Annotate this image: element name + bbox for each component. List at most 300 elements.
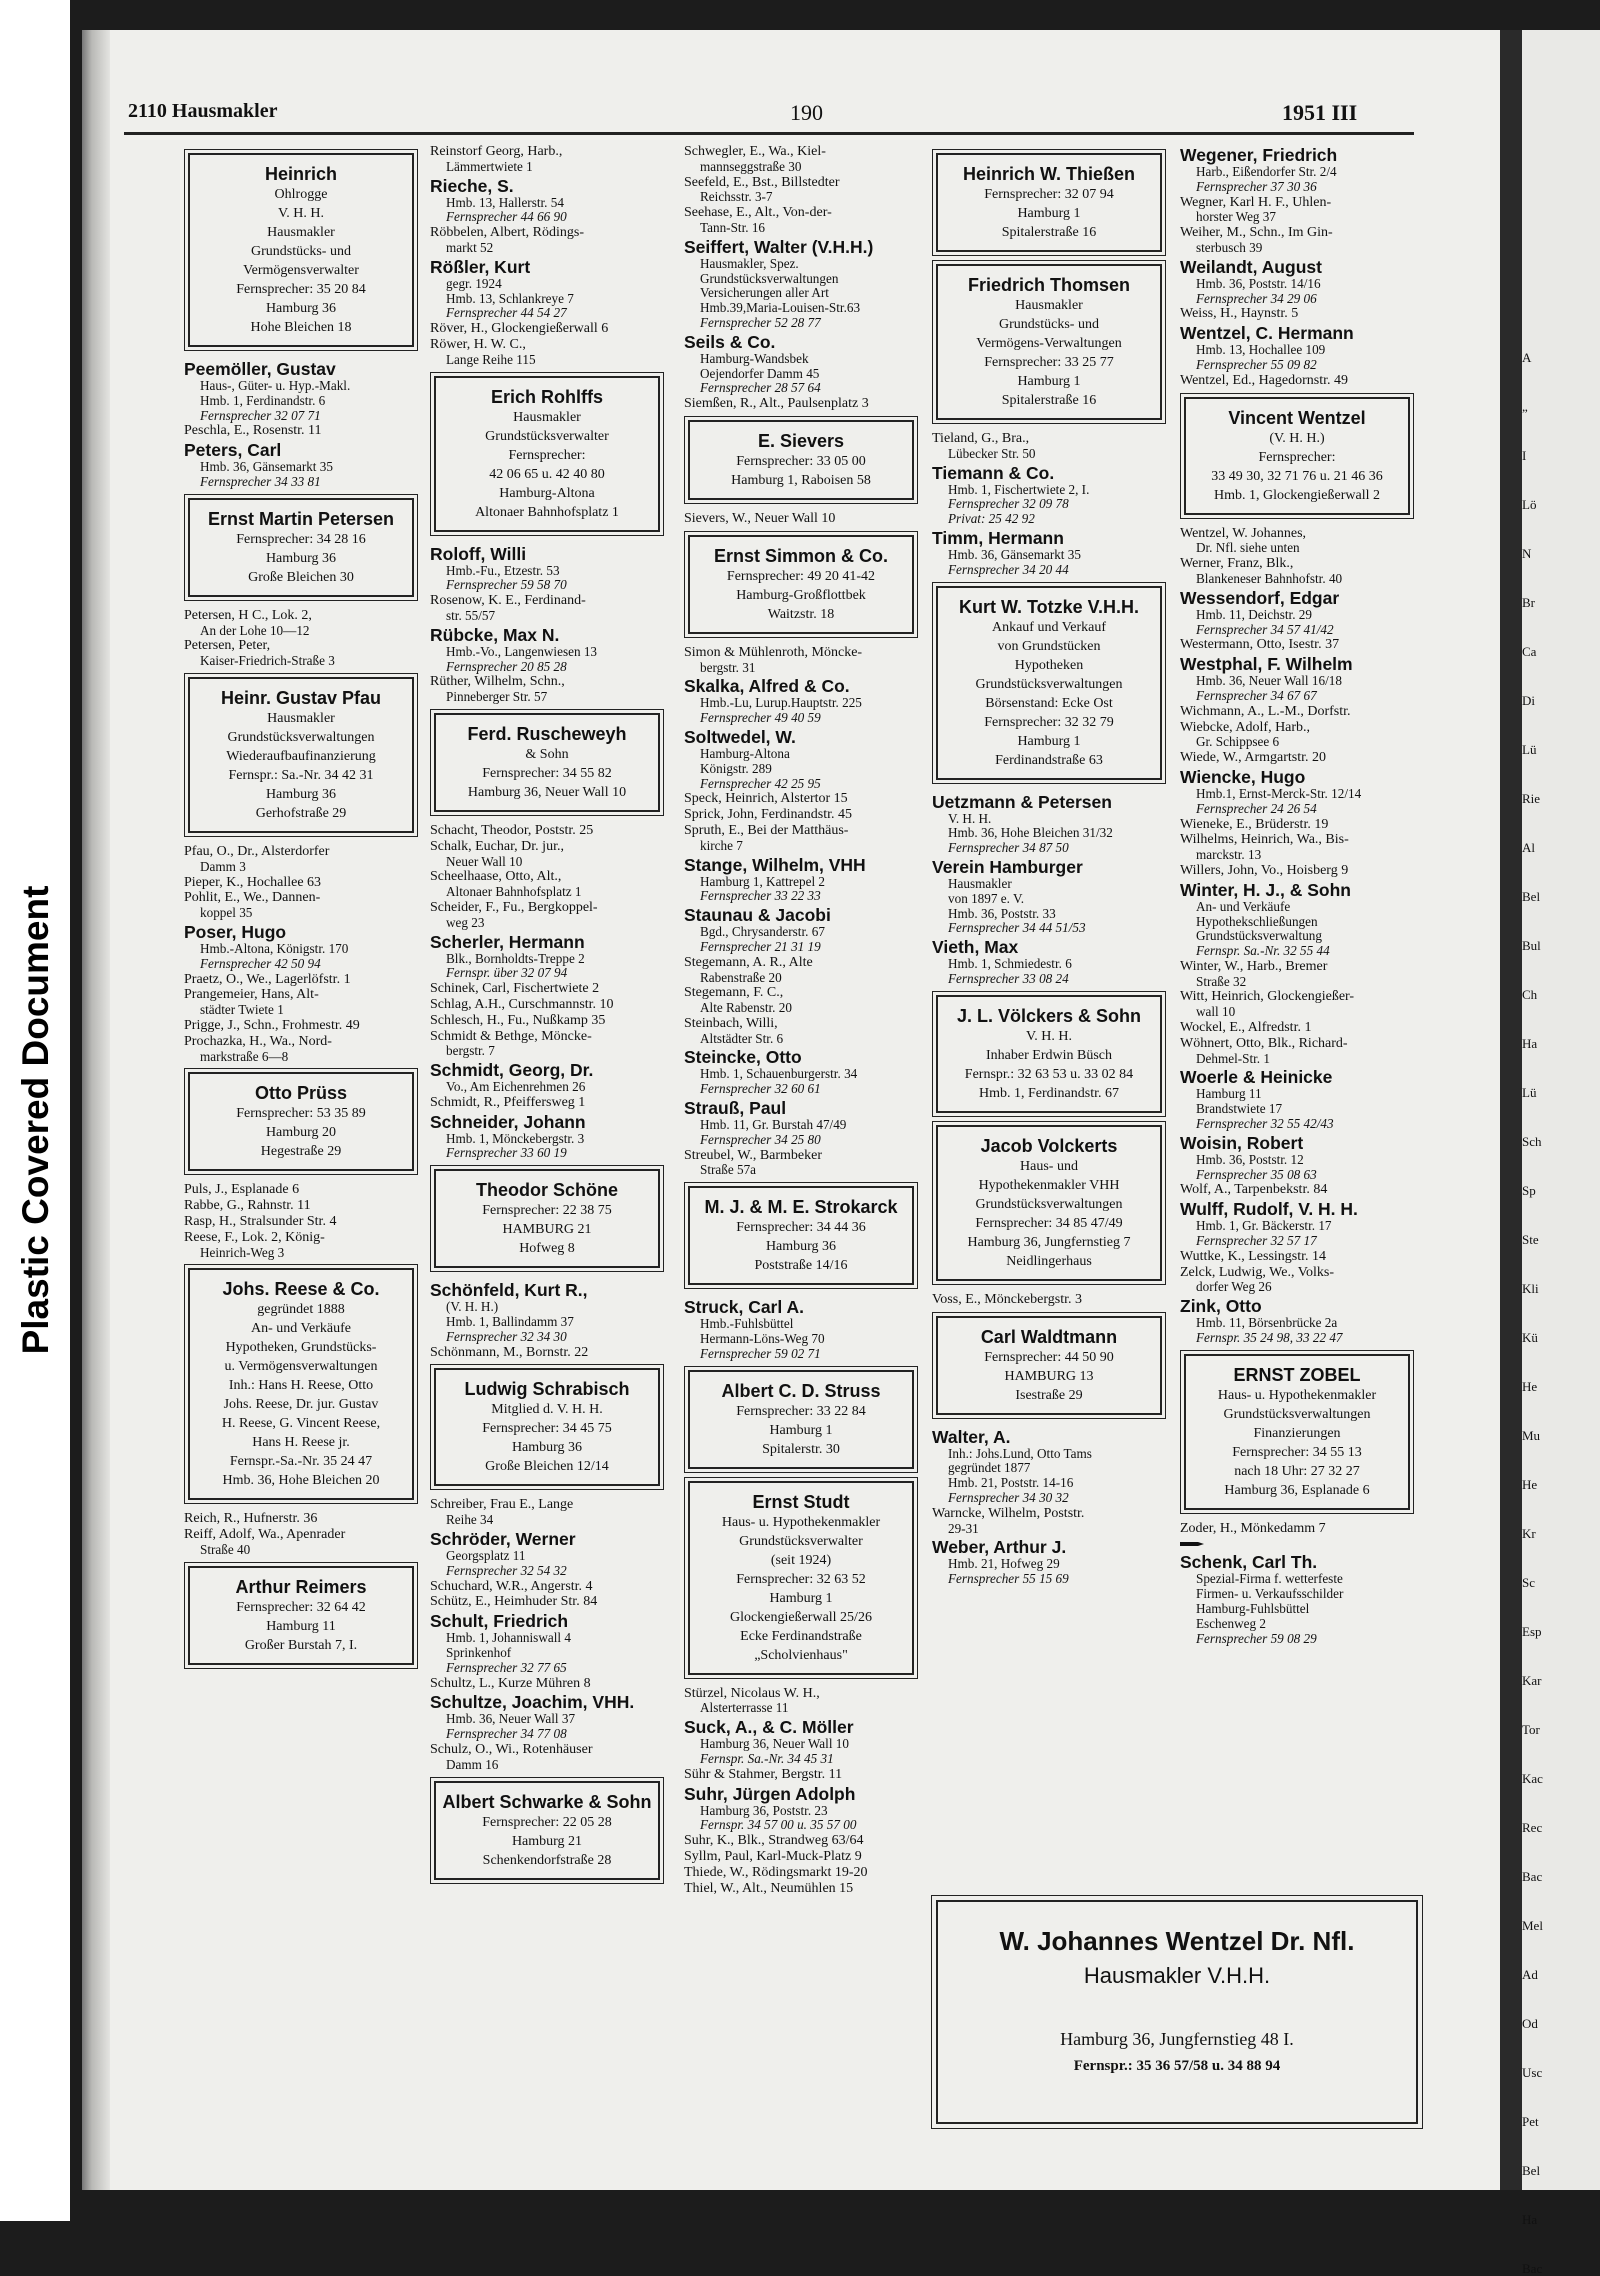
next-page-fragment: Pet (1522, 2114, 1539, 2129)
listing-name: Schacht, Theodor, Poststr. 25 (430, 822, 594, 838)
next-page-fragment: Sc (1522, 1575, 1535, 1590)
listing-box-line: Wiederaufbaufinanzierung (226, 748, 376, 764)
listing-name: Rosenow, K. E., Ferdinand- (430, 593, 586, 609)
listing-box-line: V. H. H. (277, 206, 325, 221)
listing-name: Steincke, Otto (684, 1047, 802, 1068)
listing-detail: Hmb. 11, Börsenbrücke 2a (1196, 1315, 1338, 1331)
listing-entry (430, 1112, 664, 1162)
listing-name: Wegener, Friedrich (1180, 145, 1338, 165)
listing-detail: wall 10 (1196, 1004, 1236, 1020)
listing-box-line: Isestraße 29 (1015, 1387, 1083, 1403)
listing-entry (932, 937, 1166, 987)
listing-entry (684, 1047, 918, 1097)
column-3 (684, 145, 918, 1897)
listing-box-line: Grundstücks- und (999, 317, 1099, 332)
listing-box-title: Ernst Studt (752, 1491, 850, 1512)
listing-detail: Straße 57a (700, 1162, 757, 1178)
listing-detail: Blk., Bornholdts-Treppe 2 (446, 950, 585, 966)
wentzel-advertisement (936, 1900, 1418, 2124)
listing-detail: Fernsprecher 34 33 81 (200, 473, 321, 489)
listing-name: Pieper, K., Hochallee 63 (184, 874, 322, 890)
listing-box-title: Erich Rohlffs (490, 386, 603, 407)
listing-detail: Hmb. 1, Mönckebergstr. 3 (446, 1130, 585, 1146)
listing-detail: Vo., Am Eichenrehmen 26 (446, 1079, 586, 1095)
listing-entry (1180, 960, 1414, 990)
listing-name: Prigge, J., Schn., Frohmestr. 49 (184, 1017, 360, 1033)
listing-box-line: Hamburg 36 (265, 786, 337, 802)
listing-detail: str. 55/57 (446, 607, 496, 623)
listing-box-line: Fernsprecher: 34 55 13 (1232, 1444, 1362, 1460)
listing-box-title: J. L. Völckers & Sohn (956, 1005, 1142, 1026)
listing-detail: Hmb. 13, Hochallee 109 (1196, 342, 1326, 358)
listing-box-line: Hamburg 20 (265, 1125, 337, 1141)
listing-detail: Fernsprecher 37 30 36 (1196, 178, 1317, 194)
listing-box (434, 713, 660, 812)
next-page-fragment: Bac (1522, 2261, 1543, 2276)
listing-name: Scheider, F., Fu., Bergkoppel- (430, 899, 598, 915)
listing-entry (430, 226, 664, 256)
listing-detail: Straße 40 (200, 1541, 251, 1557)
listing-box-line: Fernsprecher: 32 63 52 (736, 1571, 866, 1587)
column-4 (932, 145, 1166, 1588)
listing-box-line: Hamburg 1 (769, 1590, 833, 1606)
listing-box (936, 1125, 1162, 1281)
listing-entry (184, 845, 418, 875)
listing-box-line: Hamburg 11 (266, 1618, 336, 1634)
listing-box-line: Große Bleichen 30 (248, 569, 354, 585)
listing-box-line: von Grundstücken (997, 638, 1101, 654)
listing-detail: Firmen- u. Verkaufsschilder (1196, 1586, 1344, 1602)
listing-detail: Sprinkenhof (446, 1645, 512, 1661)
listing-entry (430, 1743, 664, 1773)
listing-entry (184, 359, 418, 423)
listing-entry (684, 1768, 918, 1783)
listing-box-line: Hypothekenmakler VHH (978, 1177, 1120, 1193)
listing-name: Willers, John, Vo., Hoisberg 9 (1180, 862, 1349, 878)
listing-name: Struck, Carl A. (684, 1297, 804, 1318)
listing-detail: Hmb. 1, Gr. Bäckerstr. 17 (1196, 1218, 1332, 1234)
listing-name: Stange, Wilhelm, VHH (684, 854, 866, 875)
listing-entry (684, 676, 918, 726)
listing-entry (184, 988, 418, 1018)
listing-detail: Heinrich-Weg 3 (200, 1244, 285, 1260)
listing-name: Roloff, Willi (430, 543, 527, 564)
listing-box (936, 1316, 1162, 1415)
column-1 (184, 145, 418, 1677)
listing-entry (184, 1199, 418, 1214)
next-page-fragment: Kü (1522, 1330, 1538, 1345)
listing-box-line: HAMBURG 13 (1004, 1368, 1094, 1384)
listing-box-line: Ferdinandstraße 63 (995, 752, 1103, 768)
listing-name: Petersen, Peter, (184, 638, 271, 654)
listing-name: Voss, E., Mönckebergstr. 3 (932, 1291, 1082, 1307)
listing-entry (684, 824, 918, 854)
next-page-fragment: Tor (1522, 1722, 1540, 1737)
listing-name: Walter, A. (932, 1426, 1011, 1447)
listing-name: Wockel, E., Alfredstr. 1 (1180, 1020, 1312, 1036)
listing-detail: Fernsprecher 32 77 65 (446, 1659, 567, 1675)
listing-box-line: Schenkendorfstraße 28 (482, 1852, 612, 1868)
listing-name: Seiffert, Walter (V.H.H.) (684, 236, 874, 257)
next-page-fragment: Bul (1522, 938, 1541, 953)
listing-name: Röwer, H. W. C., (430, 336, 526, 352)
listing-box-line: Hamburg 21 (511, 1833, 583, 1849)
listing-entry (430, 257, 664, 321)
listing-detail: weg 23 (446, 914, 485, 930)
listing-detail: Hmb. 36, Gänsemarkt 35 (200, 459, 333, 475)
listing-detail: Grundstücksverwaltungen (700, 270, 839, 286)
listing-name: Syllm, Paul, Karl-Muck-Platz 9 (684, 1849, 862, 1865)
listing-detail: Fernsprecher 20 85 28 (446, 658, 567, 674)
listing-entry (430, 1611, 664, 1675)
listing-box (188, 1268, 414, 1500)
listing-box-line: Hypotheken, Grundstücks- (225, 1340, 377, 1356)
listing-name: Rößler, Kurt (430, 256, 531, 277)
listing-box (188, 498, 414, 597)
listing-detail: Privat: 25 42 92 (948, 511, 1035, 527)
listing-box-line: Fernsprecher: 33 25 77 (984, 355, 1114, 370)
listing-entry (1180, 1538, 1414, 1647)
next-page-fragment: Ste (1522, 1232, 1539, 1247)
listing-detail: Eschenweg 2 (1196, 1615, 1266, 1631)
listing-box-line: Spitalerstraße 16 (1001, 225, 1097, 240)
listing-box-line: Großer Burstah 7, I. (244, 1637, 358, 1653)
listing-detail: Hmb. 1, Schauenburgerstr. 34 (700, 1066, 858, 1082)
listing-box-line: Hamburg 36, Esplanade 6 (1224, 1482, 1370, 1498)
listing-name: Simon & Mühlenroth, Möncke- (684, 644, 863, 660)
listing-entry (1180, 1021, 1414, 1036)
listing-entry (684, 176, 918, 206)
listing-entry (684, 646, 918, 676)
listing-entry (430, 1498, 664, 1528)
next-page-fragment: Sp (1522, 1183, 1536, 1198)
listing-name: Zelck, Ludwig, We., Volks- (1180, 1264, 1335, 1280)
listing-box-line: Fernsprecher: 32 32 79 (984, 714, 1114, 730)
listing-name: Wegner, Karl H. F., Uhlen- (1180, 194, 1332, 210)
listing-name: Peemöller, Gustav (184, 359, 336, 379)
next-page-fragment: He (1522, 1477, 1538, 1492)
listing-entry (184, 609, 418, 639)
listing-entry (1180, 1037, 1414, 1067)
listing-entry (932, 1537, 1166, 1587)
listing-detail: Bgd., Chrysanderstr. 67 (700, 924, 825, 940)
listing-entry (184, 424, 418, 439)
listing-box-line: Haus- u. Hypothekenmakler (1217, 1387, 1377, 1403)
listing-name: Verein Hamburger (932, 856, 1083, 877)
listing-name: Peters, Carl (184, 440, 282, 461)
listing-box-line: Ecke Ferdinandstraße (740, 1628, 862, 1644)
listing-box-line: Hamburg 36 (765, 1239, 837, 1255)
listing-name: Praetz, O., We., Lagerlöfstr. 1 (184, 971, 351, 987)
listing-box-title: Friedrich Thomsen (967, 275, 1131, 295)
listing-entry (430, 1595, 664, 1610)
listing-detail: Hmb.-Altona, Königstr. 170 (200, 940, 349, 956)
listing-box-line: Hofweg 8 (519, 1241, 575, 1257)
listing-entry (684, 1784, 918, 1834)
listing-detail: bergstr. 7 (446, 1043, 495, 1059)
listing-entry (430, 901, 664, 931)
listing-detail: Fernsprecher 32 07 71 (200, 407, 321, 423)
listing-box-title: Ferd. Ruscheweyh (467, 723, 627, 744)
listing-entry (1180, 588, 1414, 638)
listing-entry (684, 1017, 918, 1047)
listing-detail: städter Twiete 1 (200, 1002, 284, 1018)
listing-name: Schlesch, H., Fu., Nußkamp 35 (430, 1012, 606, 1028)
listing-name: Timm, Hermann (932, 527, 1064, 548)
listing-detail: Straße 32 (1196, 973, 1247, 989)
listing-box-line: Hamburg-Großflottbek (736, 587, 866, 603)
listing-entry (932, 463, 1166, 527)
listing-detail: Hmb. 1, Schmiedestr. 6 (948, 956, 1072, 972)
next-page-fragment: A (1522, 350, 1532, 365)
listing-detail: Hermann-Löns-Weg 70 (700, 1331, 825, 1347)
listing-detail: Dr. Nfl. siehe unten (1196, 540, 1300, 556)
listing-name: Tieland, G., Bra., (932, 431, 1030, 446)
listing-box-line: Fernsprecher: 32 07 94 (984, 187, 1114, 202)
listing-box-line: u. Vermögensverwaltungen (224, 1359, 378, 1375)
listing-box (688, 420, 914, 500)
listing-box (434, 1169, 660, 1268)
listing-detail: Hmb. 36, Poststr. 12 (1196, 1151, 1304, 1167)
listing-entry (1180, 1133, 1414, 1183)
listing-box-line: Fernsprecher: 53 35 89 (236, 1106, 366, 1122)
listing-box-line: „Scholvienhaus" (754, 1647, 848, 1663)
listing-name: Steinbach, Willi, (684, 1015, 778, 1031)
listing-box-title: Albert C. D. Struss (721, 1380, 881, 1401)
listing-name: Poser, Hugo (184, 921, 287, 942)
listing-box-line: Gerhofstraße 29 (255, 805, 347, 821)
listing-box (1184, 397, 1410, 515)
next-page-fragment: He (1522, 1379, 1538, 1394)
listing-entry (684, 1866, 918, 1881)
listing-box-line: Hausmakler (267, 225, 335, 240)
listing-box (688, 1186, 914, 1285)
listing-detail: Königstr. 289 (700, 760, 772, 776)
listing-detail: Grundstücksverwaltung (1196, 928, 1322, 944)
next-page-fragment: Usc (1522, 2065, 1543, 2080)
next-page-fragment: Ad (1522, 1967, 1538, 1982)
listing-name: Schmidt, Georg, Dr. (430, 1060, 594, 1081)
next-page-fragment: „ (1522, 399, 1528, 414)
listing-detail: Fernsprecher 21 31 19 (700, 938, 821, 954)
listing-box-line: Johs. Reese, Dr. jur. Gustav (223, 1397, 379, 1413)
listing-box-line: Hamburg 1 (769, 1422, 833, 1438)
next-page-fragment: Kr (1522, 1526, 1536, 1541)
listing-detail: (V. H. H.) (446, 1299, 499, 1315)
listing-box (434, 1781, 660, 1880)
listing-detail: horster Weg 37 (1196, 209, 1276, 225)
listing-entry (1180, 145, 1414, 195)
listing-box-line: Fernsprecher: 34 85 47/49 (975, 1215, 1123, 1231)
listing-entry (932, 792, 1166, 856)
listing-detail: Fernsprecher 34 29 06 (1196, 290, 1317, 306)
listing-entry (1180, 1199, 1414, 1249)
listing-detail: gegründet 1877 (948, 1460, 1031, 1476)
listing-entry (184, 876, 418, 891)
listing-detail: Reichsstr. 3-7 (700, 189, 773, 205)
listing-box-line: Grundstücksverwaltungen (1223, 1406, 1371, 1422)
listing-detail: An der Lohe 10—12 (200, 622, 310, 638)
listing-box-title: Heinrich W. Thießen (962, 164, 1136, 184)
listing-name: Witt, Heinrich, Glockengießer- (1180, 989, 1355, 1005)
listing-entry (430, 1280, 664, 1344)
next-page-fragment: Lü (1522, 742, 1537, 757)
listing-entry (430, 1060, 664, 1095)
listing-entry (430, 1030, 664, 1060)
listing-entry (430, 145, 664, 175)
listing-box-line: Fernsprecher: 33 05 00 (736, 453, 866, 469)
listing-name: Woisin, Robert (1180, 1132, 1304, 1153)
listing-detail: Fernsprecher 34 30 32 (948, 1489, 1069, 1505)
listing-name: Stegemann, F. C., (684, 985, 784, 1001)
listing-entry (684, 1834, 918, 1849)
listing-name: Schönfeld, Kurt R., (430, 1280, 588, 1301)
listing-name: Schwegler, E., Wa., Kiel- (684, 144, 826, 159)
listing-box-line: V. H. H. (1025, 1028, 1073, 1044)
listing-name: Skalka, Alfred & Co. (684, 676, 850, 697)
listing-name: Warncke, Wilhelm, Poststr. (932, 1505, 1085, 1521)
book-spine (82, 30, 110, 2190)
listing-detail: von 1897 e. V. (948, 890, 1025, 906)
listing-box-line: Waitzstr. 18 (767, 606, 835, 622)
listing-box-line: Vermögens-Verwaltungen (976, 336, 1122, 351)
listing-detail: Alte Rabenstr. 20 (700, 1000, 792, 1016)
listing-detail: Hmb. 36, Gänsemarkt 35 (948, 546, 1081, 562)
listing-box-line: nach 18 Uhr: 27 32 27 (1234, 1463, 1360, 1479)
listing-detail: Fernspr. 35 24 98, 33 22 47 (1196, 1330, 1343, 1346)
listing-detail: Gr. Schippsee 6 (1196, 734, 1280, 750)
listing-box-line: Fernsprecher: 22 05 28 (482, 1814, 612, 1830)
listing-entry (1180, 226, 1414, 256)
listing-box-line: Hmb. 1, Ferdinandstr. 67 (979, 1085, 1119, 1101)
listing-box-line: Spitalerstraße 16 (1001, 393, 1097, 408)
listing-box-line: Fernsprecher: (1258, 449, 1336, 465)
listing-detail: Fernsprecher 34 25 80 (700, 1131, 821, 1147)
listing-entry (1180, 323, 1414, 373)
listing-entry (1180, 638, 1414, 653)
listing-box-line: Fernsprecher: 34 44 36 (736, 1220, 866, 1236)
listing-detail: Hamburg-Fuhlsbüttel (1196, 1601, 1310, 1617)
column-5 (1180, 145, 1414, 1647)
plastic-cover-label-text: Plastic Covered Document (15, 885, 56, 1355)
next-page-fragment: Kac (1522, 1771, 1543, 1786)
listing-name: Werner, Franz, Blk., (1180, 556, 1294, 572)
plastic-cover-label (0, 0, 70, 2221)
column-2 (430, 145, 664, 1892)
listing-detail: Fernsprecher 44 54 27 (446, 305, 567, 321)
listing-name: Staunau & Jacobi (684, 905, 831, 926)
listing-detail: kirche 7 (700, 837, 743, 853)
listing-detail: Hausmakler (948, 875, 1012, 891)
next-page-edge (1522, 30, 1600, 2276)
listing-box (188, 1566, 414, 1665)
header-left: 2110 Hausmakler (128, 100, 278, 122)
listing-box-title: Heinr. Gustav Pfau (220, 687, 382, 708)
listing-detail: Alsterterrasse 11 (700, 1700, 789, 1716)
listing-entry (430, 1346, 664, 1361)
listing-entry (430, 840, 664, 870)
listing-entry (1180, 751, 1414, 766)
listing-name: Wentzel, W. Johannes, (1180, 525, 1307, 541)
listing-entry (430, 824, 664, 839)
listing-detail: Fernsprecher 55 09 82 (1196, 356, 1317, 372)
listing-box-line: Grundstücksverwalter (485, 428, 609, 444)
listing-entry (430, 1096, 664, 1111)
ad-phone: Fernspr.: 35 36 57/58 u. 34 88 94 (1073, 2058, 1281, 2074)
listing-box-line: Glockengießerwall 25/26 (730, 1609, 872, 1625)
listing-name: Schultz, L., Kurze Mühren 8 (430, 1675, 591, 1691)
listing-box-line: Mitglied d. V. H. H. (491, 1402, 603, 1418)
listing-box-line: Grundstücksverwaltungen (227, 729, 375, 745)
listing-name: Röbbelen, Albert, Rödings- (430, 225, 584, 241)
listing-name: Thiede, W., Rödingsmarkt 19-20 (684, 1864, 868, 1880)
listing-box-line: Hausmakler (513, 409, 581, 425)
listing-entry (1180, 833, 1414, 863)
listing-entry (430, 675, 664, 705)
listing-box (188, 677, 414, 833)
listing-entry (430, 998, 664, 1013)
listing-name: Wessendorf, Edgar (1180, 587, 1340, 608)
listing-name: Schreiber, Frau E., Lange (430, 1497, 574, 1513)
listing-detail: Fernsprecher 24 26 54 (1196, 800, 1317, 816)
listing-name: Wiebcke, Adolf, Harb., (1180, 719, 1311, 735)
listing-detail: An- und Verkäufe (1196, 898, 1291, 914)
listing-box (688, 1370, 914, 1469)
listing-box-line: Fernsprecher: 35 20 84 (236, 282, 366, 297)
listing-box-title: Vincent Wentzel (1228, 407, 1366, 428)
listing-box (936, 586, 1162, 780)
listing-detail: Lämmertwiete 1 (446, 158, 533, 174)
listing-box-line: Ankauf und Verkauf (991, 619, 1107, 635)
listing-box-line: An- und Verkäufe (250, 1321, 352, 1337)
listing-detail: Fernsprecher 49 40 59 (700, 710, 821, 726)
listing-box-line: Fernspr.: 32 63 53 u. 33 02 84 (964, 1066, 1134, 1082)
listing-box-line: Grundstücksverwalter (739, 1533, 863, 1549)
listing-name: Westermann, Otto, Isestr. 37 (1180, 637, 1340, 653)
listing-detail: sterbusch 39 (1196, 239, 1263, 255)
listing-name: Schenk, Carl Th. (1180, 1552, 1318, 1573)
listing-detail: Fernsprecher 35 08 63 (1196, 1166, 1317, 1182)
listing-detail: Fernsprecher 59 58 70 (446, 577, 567, 593)
listing-box-line: Hans H. Reese jr. (252, 1435, 350, 1451)
listing-detail: Fernsprecher 59 08 29 (1196, 1630, 1317, 1646)
listing-box-title: E. Sievers (757, 430, 845, 451)
listing-box-line: Fernsprecher: 44 50 90 (984, 1349, 1114, 1365)
listing-entry (430, 932, 664, 982)
listing-detail: Versicherungen aller Art (700, 285, 829, 301)
listing-entry (1180, 374, 1414, 389)
listing-detail: Rabenstraße 20 (700, 969, 782, 985)
listing-detail: Hmb. 1, Ballindamm 37 (446, 1314, 574, 1330)
next-page-fragment: Bel (1522, 889, 1541, 904)
listing-box-line: Haus- u. Hypothekenmakler (721, 1514, 881, 1530)
ad-address: Hamburg 36, Jungfernstieg 48 I. (1060, 2029, 1294, 2049)
listing-detail: Fernspr. über 32 07 94 (446, 965, 568, 981)
listing-entry (1180, 880, 1414, 959)
listing-box-line: Vermögensverwalter (243, 263, 359, 278)
listing-name: Wiede, W., Armgartstr. 20 (1180, 750, 1327, 766)
listing-entry (684, 792, 918, 807)
listing-entry (684, 986, 918, 1016)
listing-detail: Hmb. 13, Schlankreye 7 (446, 290, 574, 306)
listing-name: Rabbe, G., Rahnstr. 11 (184, 1198, 311, 1214)
listing-detail: Hamburg 36, Poststr. 23 (700, 1802, 828, 1818)
listing-entry (684, 1687, 918, 1717)
listing-name: Schröder, Werner (430, 1529, 576, 1550)
listing-name: Stegemann, A. R., Alte (684, 954, 813, 970)
next-page-fragment: Bac (1522, 1869, 1543, 1884)
listing-entry (1180, 1296, 1414, 1346)
